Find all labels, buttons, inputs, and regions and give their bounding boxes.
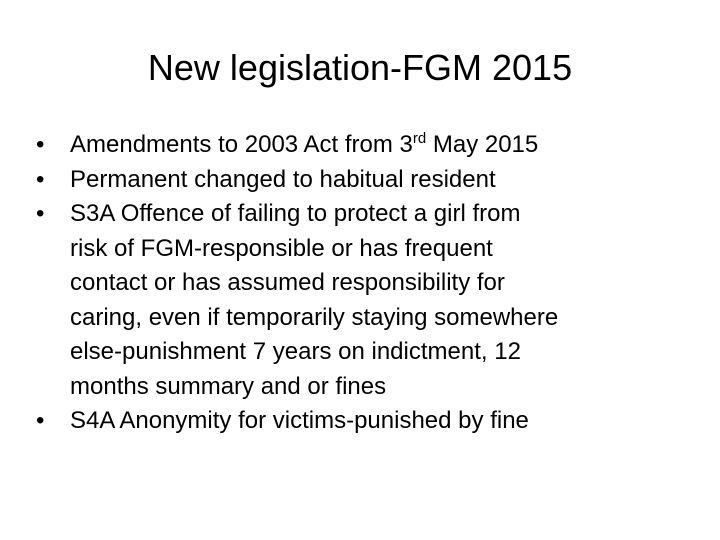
bullet-marker: • [36,200,45,227]
bullet-line: S4A Anonymity for victims-punished by fine [70,407,529,434]
superscript-ordinal: rd [412,130,427,147]
bullet-item-habitual-resident [36,163,686,198]
bullet-list [36,128,686,439]
bullet-text [70,131,538,158]
bullet-line: else-punishment 7 years on indictment, 12 [70,338,521,365]
bullet-line: Permanent changed to habitual resident [70,165,496,193]
bullet-marker: • [36,165,45,193]
slide-title: New legislation-FGM 2015 [147,47,573,88]
bullet-line: S3A Offence of failing to protect a girl from [70,200,521,227]
bullet-line: caring, even if temporarily staying somewhere [70,303,559,331]
bullet-line: months summary and or fines [70,372,387,400]
bullet-item-amendments [36,128,686,163]
bullet-text-part: Amendments to 2003 Act from 3 [70,131,413,158]
bullet-marker: • [36,407,45,434]
bullet-text-part: May 2015 [426,131,539,158]
bullet-item-s4a-anonymity [36,404,686,439]
bullet-line: contact or has assumed responsibility for [70,269,505,296]
bullet-marker: • [36,131,45,158]
bullet-line: risk of FGM-responsible or has frequent [70,234,493,262]
bullet-item-s3a-offence [36,197,686,404]
